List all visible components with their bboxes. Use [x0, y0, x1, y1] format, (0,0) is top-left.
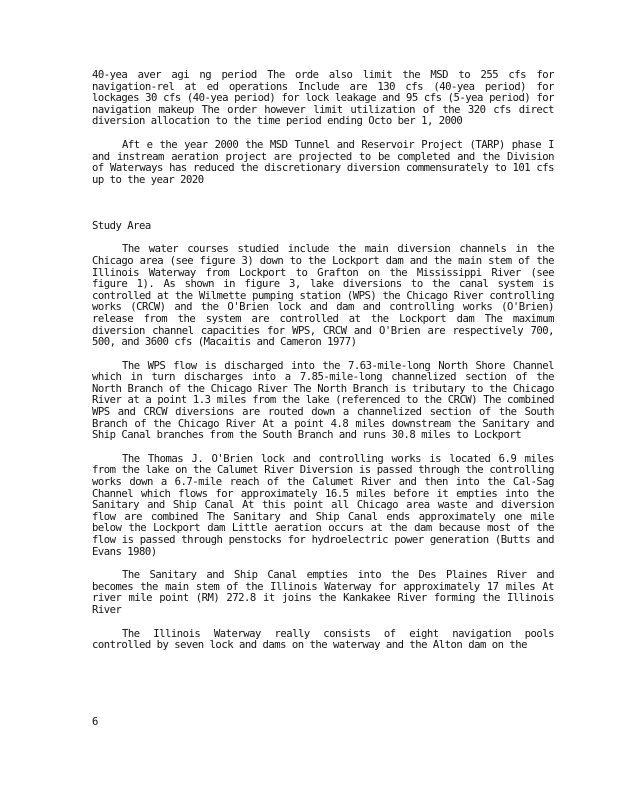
paragraph-diversion-order-cont: 40-yea aver agi ng period The orde also limit the MSD to 255 cfs for navigation-rel at ed operations Include are 130 cfs (40-yea period) for lockages 30 cfs (40-yea period) for lock leakage and 95 cfs (5-yea period) for navigation makeup The order however limit utilization of the 320 cfs direct diversion allocation to the time period ending Octo ber 1, 2000 [92, 69, 554, 128]
paragraph-gap [92, 617, 554, 629]
paragraph-post-2000: Aft e the year 2000 the MSD Tunnel and Reservoir Project (TARP) phase I and instream aeration project are projected to be completed and the Division of Waterways has reduced the discretionary diversion commensurately to 101 cfs up to the year 2020 [92, 138, 554, 186]
page-body [92, 70, 554, 652]
section-heading-study-area: Study Area [92, 220, 151, 233]
paragraph-sanitary-canal: The Sanitary and Ship Canal empties into the Des Plaines River and becomes the main stem of the Illinois Waterway for approximately 17 miles At river mile point (RM) 272.8 it joins the Kankakee River forming the Illinois River [92, 569, 554, 616]
paragraph-gap [92, 349, 554, 361]
paragraph-illinois-waterway: The Illinois Waterway really consists of eight navigation pools controlled by seven lock and dams on the waterway and the Alton dam on the [92, 627, 554, 652]
section-gap [92, 186, 554, 220]
paragraph-wps-flow: The WPS flow is discharged into the 7.63-mile-long North Shore Channel which in turn discharges into a 7.85-mile-long channelized section of the North Branch of the Chicago River The North Branch is tributary to the Chicago River at a point 1.3 miles from the lake (referenced to the CRCW) The combined WPS and CRCW diversions are routed down a channelized section of the South Branch of the Chicago River At a point 4.8 miles downstream the Sanitary and Ship Canal branches from the South Branch and runs 30.8 miles to Lockport [92, 359, 554, 442]
page-number: 6 [92, 716, 99, 728]
paragraph-obrien-lock: The Thomas J. O'Brien lock and controlling works is located 6.9 miles from the lake on the Calumet River Diversion is passed through the controlling works down a 6.7-mile reach of the Calumet River and then into the Cal-Sag Channel which flows for approximately 16.5 miles before it empties into the Sanitary and Ship Canal At this point all Chicago area waste and diversion flow are combined The Sanitary and Ship Canal ends approximately one mile below the Lockport dam Little aeration occurs at the dam because most of the flow is passed through penstocks for hydroelectric power generation (Butts and Evans 1980) [92, 452, 554, 558]
paragraph-water-courses: The water courses studied include the main diversion channels in the Chicago area (see figure 3) down to the Lockport dam and the main stem of the Illinois Waterway from Lockport to Grafton on the Mississippi River (see figure 1). As shown in figure 3, lake diversions to the canal system is controlled at the Wilmette pumping station (WPS) the Chicago River controlling works (CRCW) and the O'Brien lock and dam and controlling works (O'Brien) release from the system are controlled at the Lockport dam The maximum diversion channel capacities for WPS, CRCW and O'Brien are respectively 700, 500, and 3600 cfs (Macaitis and Cameron 1977) [92, 243, 554, 349]
